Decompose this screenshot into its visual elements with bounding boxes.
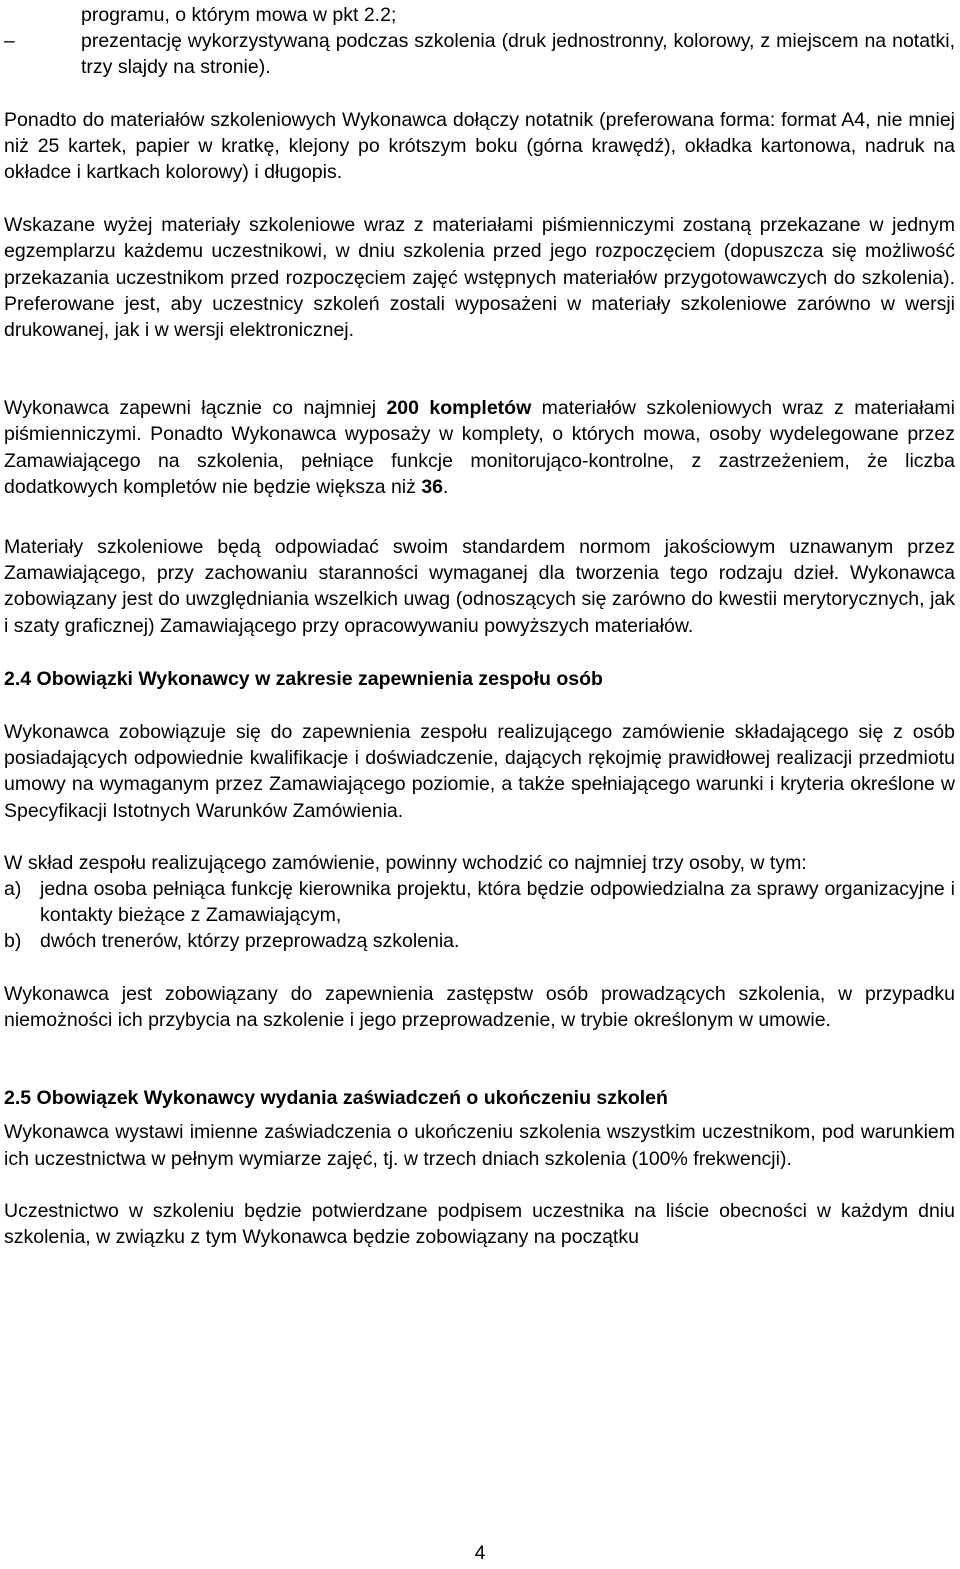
- team-list-item-a: [4, 876, 955, 928]
- team-composition-paragraph: W skład zespołu realizującego zamówienie, powinny wchodzić co najmniej trzy osoby, w tym:: [4, 851, 807, 874]
- certificates-paragraph: Wykonawca wystawi imienne zaświadczenia o ukończeniu szkolenia wszystkim uczestnikom, pod warunkiem ich uczestnictwa w pełnym wymiarze zajęć, tj. w trzech dniach szkolenia (100% frekwencji).: [4, 1121, 955, 1170]
- dash-list-item: [4, 28, 955, 80]
- substitution-paragraph: Wykonawca jest zobowiązany do zapewnienia zastępstw osób prowadzących szkolenia, w przypadku niemożności ich przybycia na szkolenie i jego przeprowadzenie, w trybie określonym w umowie.: [4, 982, 955, 1031]
- section-2-4-heading: 2.4 Obowiązki Wykonawcy w zakresie zapewnienia zespołu osób: [4, 667, 603, 690]
- dash-list-item-text: prezentację wykorzystywaną podczas szkolenia (druk jednostronny, kolorowy, z miejscem na notatki, trzy slajdy na stronie).: [81, 30, 955, 79]
- document-page: [4, 2, 955, 1250]
- dash-bullet: –: [4, 30, 15, 53]
- team-provision-paragraph: Wykonawca zobowiązuje się do zapewnienia zespołu realizującego zamówienie składającego się z osób posiadających odpowiednie kwalifikacje i doświadczenie, dających rękojmię prawidłowej realizacji przedmiotu umowy na wymaganym przez Zamawiającego poziomie, a także spełniającego warunki i kryteria określone w Specyfikacji Istotnych Warunków Zamówienia.: [4, 721, 955, 822]
- sets-count-bold: 200 kompletów: [386, 397, 532, 420]
- list-marker-a: a): [4, 878, 22, 901]
- attendance-paragraph: Uczestnictwo w szkoleniu będzie potwierdzane podpisem uczestnika na liście obecności w każdym dniu szkolenia, w związku z tym Wykonawca będzie zobowiązany na początku: [4, 1199, 955, 1248]
- sets-text-a: Wykonawca zapewni łącznie co najmniej: [4, 397, 387, 420]
- quality-standards-paragraph: Materiały szkoleniowe będą odpowiadać swoim standardem normom jakościowym uznawanym przez Zamawiającego, przy zachowaniu staranności wymaganej dla tworzenia tego rodzaju dzieł. Wykonawca zobowiązany jest do uwzględniania wszelkich uwag (odnoszących się zarówno do kwestii merytorycznych, jak i szaty graficznej) Zamawiającego przy opracowywaniu powyższych materiałów.: [4, 536, 955, 637]
- sets-text-b: materiałów szkoleniowych wraz z materiałami piśmienniczymi. Ponadto Wykonawca wyposaży w komplety, o których mowa, osoby wydelegowane przez Zamawiającego na szkolenia, pełniące funkcje monitorująco-kontrolne, z zastrzeżeniem, że liczba dodatkowych kompletów nie będzie większa niż: [4, 397, 955, 498]
- page-number: 4: [474, 1543, 486, 1564]
- notebook-paragraph: Ponadto do materiałów szkoleniowych Wykonawca dołączy notatnik (preferowana forma: format A4, nie mniej niż 25 kartek, papier w kratkę, klejony po krótszym boku (górna krawędź), okładka kartonowa, nadruk na okładce i kartkach kolorowy) i długopis.: [4, 108, 955, 184]
- list-marker-b: b): [4, 930, 22, 953]
- sets-text-c: .: [443, 475, 449, 498]
- section-2-5-heading: 2.5 Obowiązek Wykonawcy wydania zaświadczeń o ukończeniu szkoleń: [4, 1087, 668, 1110]
- team-list-item-b-text: dwóch trenerów, którzy przeprowadzą szkolenia.: [40, 930, 460, 953]
- sets-count-paragraph: [4, 395, 955, 500]
- team-list-item-b: [4, 928, 955, 954]
- list-continuation-line: programu, o którym mowa w pkt 2.2;: [81, 4, 397, 26]
- additional-sets-bold: 36: [421, 475, 444, 498]
- team-list-item-a-text: jedna osoba pełniąca funkcję kierownika projektu, która będzie odpowiedzialna za sprawy organizacyjne i kontakty bieżące z Zamawiającym,: [40, 878, 955, 927]
- materials-handover-paragraph: Wskazane wyżej materiały szkoleniowe wraz z materiałami piśmienniczymi zostaną przekazane w jednym egzemplarzu każdemu uczestnikowi, w dniu szkolenia przed jego rozpoczęciem (dopuszcza się możliwość przekazania uczestnikom przed rozpoczęciem zajęć wstępnych materiałów przygotowawczych do szkolenia). Preferowane jest, aby uczestnicy szkoleń zostali wyposażeni w materiały szkoleniowe zarówno w wersji drukowanej, jak i w wersji elektronicznej.: [4, 214, 955, 342]
